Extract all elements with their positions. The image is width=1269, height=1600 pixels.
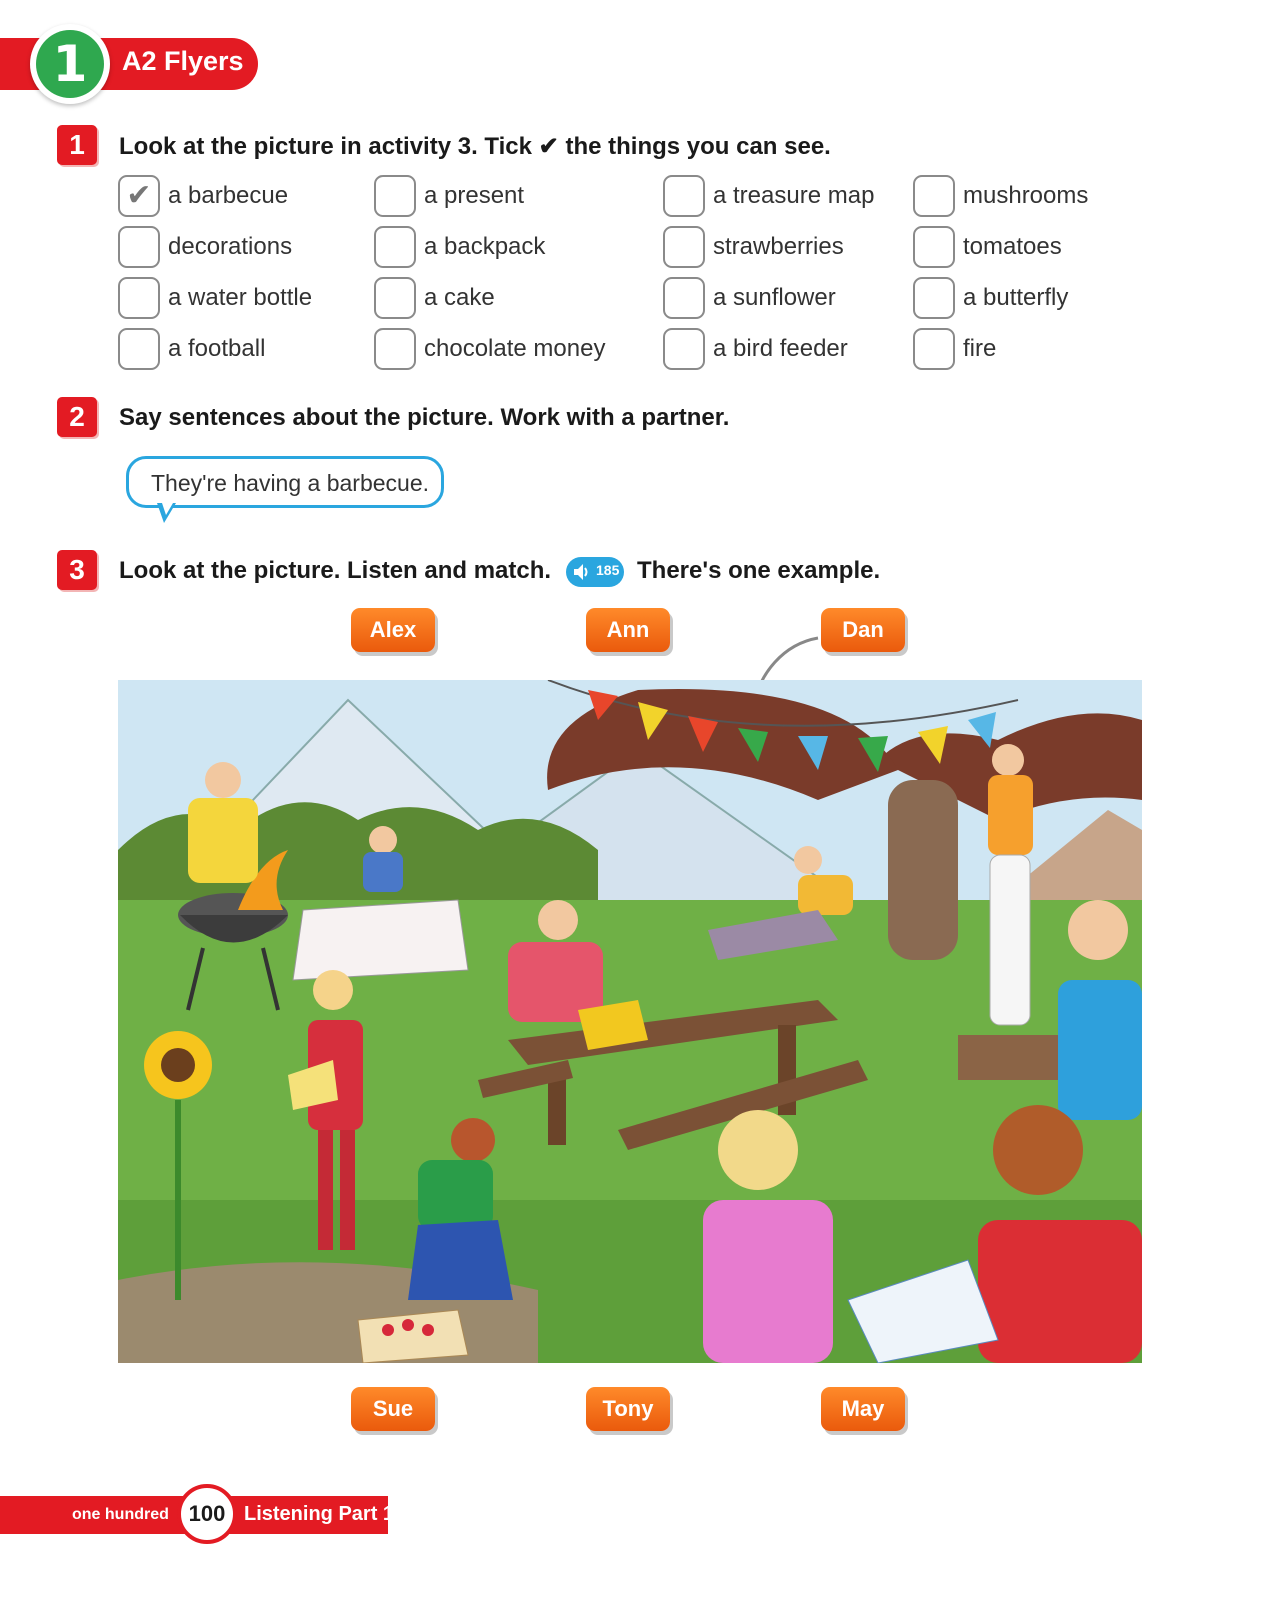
tick-item-label: a football (168, 335, 266, 362)
tick-item-label: a water bottle (168, 284, 313, 311)
checkbox[interactable] (118, 277, 160, 319)
name-tag-dan[interactable]: Dan (821, 608, 905, 652)
speech-bubble-tail-inner (162, 503, 173, 515)
checkbox[interactable] (663, 328, 705, 370)
tick-item-label: mushrooms (963, 182, 1089, 209)
tick-item-label: a barbecue (168, 182, 289, 209)
checkbox[interactable] (374, 175, 416, 217)
speaker-icon (566, 557, 596, 587)
checkbox[interactable] (913, 226, 955, 268)
tick-item-label: a butterfly (963, 284, 1069, 311)
checkbox[interactable] (663, 277, 705, 319)
tick-item-label: fire (963, 335, 997, 362)
activity-2-instruction: Say sentences about the picture. Work with a partner. (119, 404, 730, 431)
checkbox[interactable] (374, 277, 416, 319)
checkbox[interactable] (663, 175, 705, 217)
speech-bubble (126, 456, 444, 508)
tick-item-label: a present (424, 182, 525, 209)
tick-item-label: a treasure map (713, 182, 875, 209)
checkbox[interactable] (118, 226, 160, 268)
name-tag-may[interactable]: May (821, 1387, 905, 1431)
activity-1-instruction: Look at the picture in activity 3. Tick ✔ the things you can see. (119, 133, 831, 160)
tick-item-label: a sunflower (713, 284, 836, 311)
checkbox[interactable] (913, 277, 955, 319)
tick-item-label: decorations (168, 233, 293, 260)
unit-badge (30, 24, 110, 104)
name-tag-tony[interactable]: Tony (586, 1387, 670, 1431)
audio-track-number: 185 (596, 562, 620, 578)
name-tag-alex[interactable]: Alex (351, 608, 435, 652)
tick-item-label: tomatoes (963, 233, 1062, 260)
checkbox-checked[interactable]: ✔ (118, 175, 160, 217)
picnic-scene-illustration (118, 680, 1142, 1363)
activity-3-instruction: Look at the picture. Listen and match. (119, 557, 552, 584)
name-tag-ann[interactable]: Ann (586, 608, 670, 652)
activity-2-number: 2 (57, 397, 97, 437)
checkbox[interactable] (374, 226, 416, 268)
checkbox[interactable] (374, 328, 416, 370)
speech-bubble-text: They're having a barbecue. (151, 470, 430, 496)
tick-item-label: chocolate money (424, 335, 606, 362)
tick-item-label: a backpack (424, 233, 546, 260)
tick-item-label: a bird feeder (713, 335, 848, 362)
section-title: Listening Part 1 (244, 1503, 395, 1525)
activity-1-number: 1 (57, 125, 97, 165)
park-picture (118, 680, 1142, 1363)
tick-item-label: strawberries (713, 233, 844, 260)
unit-number: 1 (36, 30, 104, 98)
checkbox[interactable] (118, 328, 160, 370)
name-tag-sue[interactable]: Sue (351, 1387, 435, 1431)
checkbox[interactable] (663, 226, 705, 268)
activity-3-number: 3 (57, 550, 97, 590)
level-title: A2 Flyers (122, 46, 244, 76)
tick-item-label: a cake (424, 284, 495, 311)
checkbox[interactable] (913, 328, 955, 370)
activity-3-note: There's one example. (637, 557, 881, 584)
page-number: 100 (177, 1484, 237, 1544)
page-number-words: one hundred (72, 1506, 169, 1523)
checkbox[interactable] (913, 175, 955, 217)
